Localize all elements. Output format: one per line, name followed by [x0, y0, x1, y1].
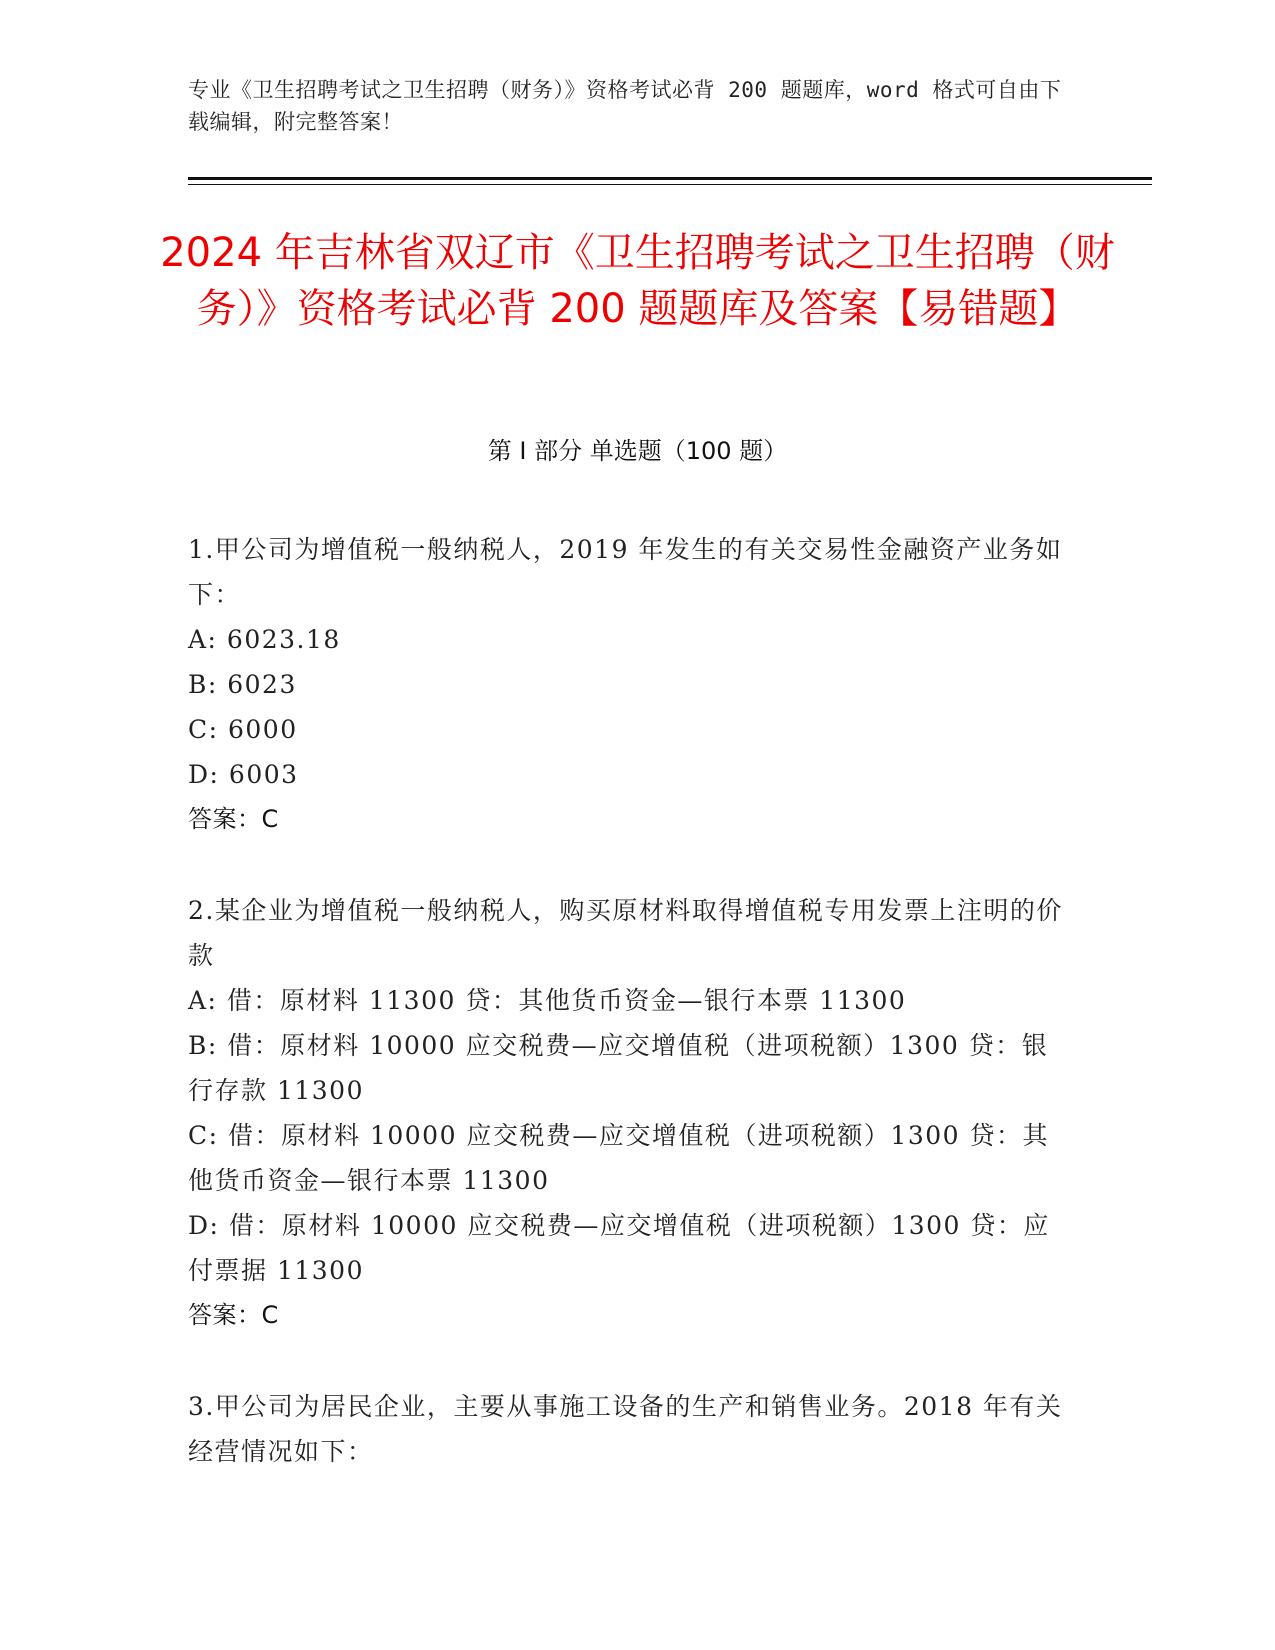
option-d: D: 借：原材料 10000 应交税费—应交增值税（进项税额）1300 贷：应付票据 11300 [188, 1211, 1050, 1285]
document-title: 2024 年吉林省双辽市《卫生招聘考试之卫生招聘（财务）》资格考试必背 200 题题库及答案【易错题】 [160, 230, 1115, 332]
option-c: C: 6000 [188, 715, 298, 744]
section-title: 第 I 部分 单选题（100 题） [487, 437, 788, 465]
answer: 答案：C [188, 805, 279, 833]
question-stem: 2.某企业为增值税一般纳税人，购买原材料取得增值税专用发票上注明的价款 [188, 896, 1063, 970]
question-list [188, 527, 1068, 1474]
option-a: A: 6023.18 [188, 625, 341, 654]
option-c: C: 借：原材料 10000 应交税费—应交增值税（进项税额）1300 贷：其他货币资金—银行本票 11300 [188, 1121, 1049, 1195]
header-rule-thick [188, 177, 1152, 180]
header-note: 专业《卫生招聘考试之卫生招聘（财务）》资格考试必背 200 题题库，word 格式可自由下载编辑，附完整答案！ [188, 78, 1062, 134]
question-stem: 1.甲公司为增值税一般纳税人，2019 年发生的有关交易性金融资产业务如下： [188, 535, 1063, 609]
question-spacer [188, 842, 1068, 888]
option-d: D: 6003 [188, 760, 299, 789]
question-2 [188, 888, 1068, 1338]
question-spacer [188, 1338, 1068, 1384]
answer: 答案：C [188, 1301, 279, 1329]
header-rule-thin [188, 184, 1152, 185]
option-b: B: 6023 [188, 670, 297, 699]
option-b: B: 借：原材料 10000 应交税费—应交增值税（进项税额）1300 贷：银行存款 11300 [188, 1031, 1049, 1105]
question-1 [188, 527, 1068, 842]
question-stem: 3.甲公司为居民企业，主要从事施工设备的生产和销售业务。2018 年有关经营情况如下： [188, 1392, 1063, 1466]
option-a: A: 借：原材料 11300 贷：其他货币资金—银行本票 11300 [188, 986, 907, 1015]
question-3 [188, 1384, 1068, 1474]
